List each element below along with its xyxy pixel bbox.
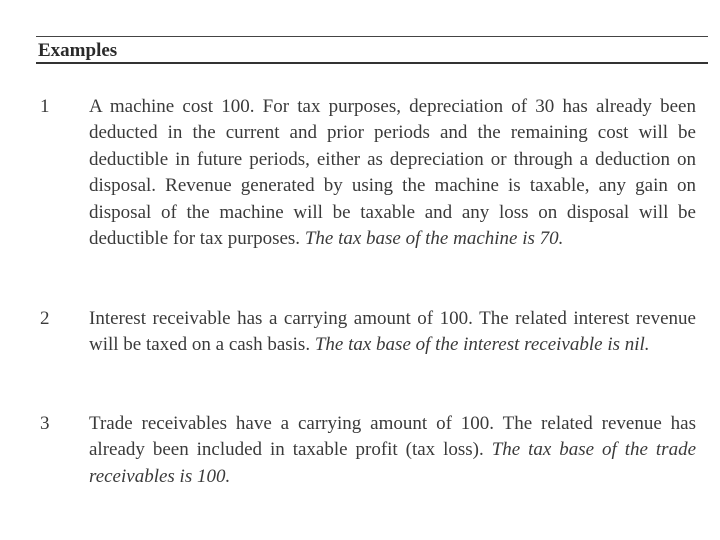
example-body xyxy=(89,94,696,252)
example-body xyxy=(89,306,696,359)
example-text: Interest receivable has a carrying amount of 100. The related interest revenue will be taxed on a cash basis. xyxy=(89,308,696,356)
example-text: A machine cost 100. For tax purposes, depreciation of 30 has already been deducted in the current and prior periods and the remaining cost will be deductible in future periods, either as depreciation or through a deduction on disposal. Revenue generated by using the machine is taxable, any gain on disposal of the machine will be taxable and any loss on disposal will be deductible for tax purposes. xyxy=(89,96,696,250)
example-number: 2 xyxy=(40,308,50,329)
example-body xyxy=(89,411,696,490)
example-conclusion: The tax base of the trade receivables is 100. xyxy=(89,439,697,487)
example-text: Trade receivables have a carrying amount of 100. The related revenue has already been included in taxable profit (tax loss). xyxy=(89,413,696,461)
section-title: Examples xyxy=(38,40,118,61)
example-number: 3 xyxy=(40,413,50,434)
example-conclusion: The tax base of the machine is 70. xyxy=(304,228,564,250)
examples-header xyxy=(36,36,708,64)
example-conclusion: The tax base of the interest receivable is nil. xyxy=(314,334,650,356)
example-number: 1 xyxy=(40,96,50,117)
